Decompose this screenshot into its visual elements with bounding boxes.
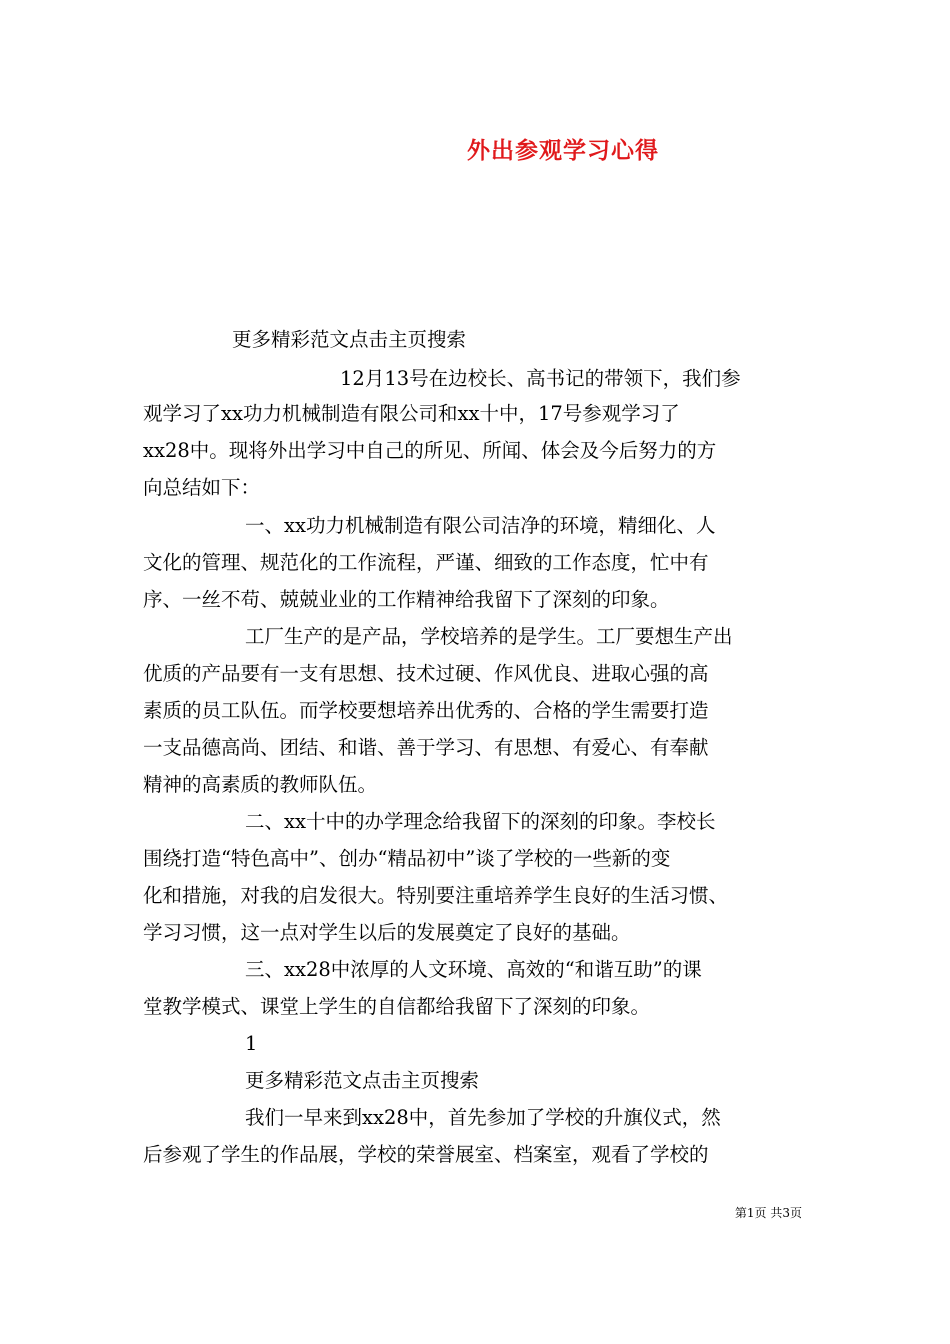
text-line: 文化的管理、规范化的工作流程，严谨、细致的工作态度，忙中有 <box>143 551 709 574</box>
page-number-marker: 1 <box>245 1032 258 1055</box>
document-title: 外出参观学习心得 <box>467 138 659 164</box>
text-line: 围绕打造“特色高中”、创办“精品初中”谈了学校的一些新的变 <box>143 847 671 870</box>
text-line: 素质的员工队伍。而学校要想培养出优秀的、合格的学生需要打造 <box>143 699 709 722</box>
text-line: 学习习惯，这一点对学生以后的发展奠定了良好的基础。 <box>143 921 631 944</box>
text-line: 序、一丝不苟、兢兢业业的工作精神给我留下了深刻的印象。 <box>143 588 670 611</box>
text-line: 更多精彩范文点击主页搜索 <box>245 1069 480 1092</box>
text-line: xx28中。现将外出学习中自己的所见、所闻、体会及今后努力的方 <box>143 439 717 462</box>
text-line: 三、xx28中浓厚的人文环境、高效的“和谐互助”的课 <box>245 958 702 981</box>
text-line: 化和措施，对我的启发很大。特别要注重培养学生良好的生活习惯、 <box>143 884 729 907</box>
text-line: 一、xx功力机械制造有限公司洁净的环境，精细化、人 <box>245 514 716 537</box>
text-line: 工厂生产的是产品，学校培养的是学生。工厂要想生产出 <box>245 625 733 648</box>
text-line: 我们一早来到xx28中，首先参加了学校的升旗仪式，然 <box>245 1106 721 1129</box>
text-line: 12月13号在边校长、高书记的带领下，我们参 <box>340 367 741 390</box>
text-line: 后参观了学生的作品展，学校的荣誉展室、档案室，观看了学校的 <box>143 1143 709 1166</box>
text-line: 一支品德高尚、团结、和谐、善于学习、有思想、有爱心、有奉献 <box>143 736 709 759</box>
text-line: 堂教学模式、课堂上学生的自信都给我留下了深刻的印象。 <box>143 995 651 1018</box>
text-line: 二、xx十中的办学理念给我留下的深刻的印象。李校长 <box>245 810 716 833</box>
text-line: 更多精彩范文点击主页搜索 <box>232 328 467 351</box>
text-line: 观学习了xx功力机械制造有限公司和xx十中，17号参观学习了 <box>143 402 680 425</box>
text-line: 精神的高素质的教师队伍。 <box>143 773 378 796</box>
text-line: 优质的产品要有一支有思想、技术过硬、作风优良、进取心强的高 <box>143 662 709 685</box>
text-line: 向总结如下： <box>143 476 261 499</box>
page-footer: 第1页 共3页 <box>734 1206 802 1220</box>
